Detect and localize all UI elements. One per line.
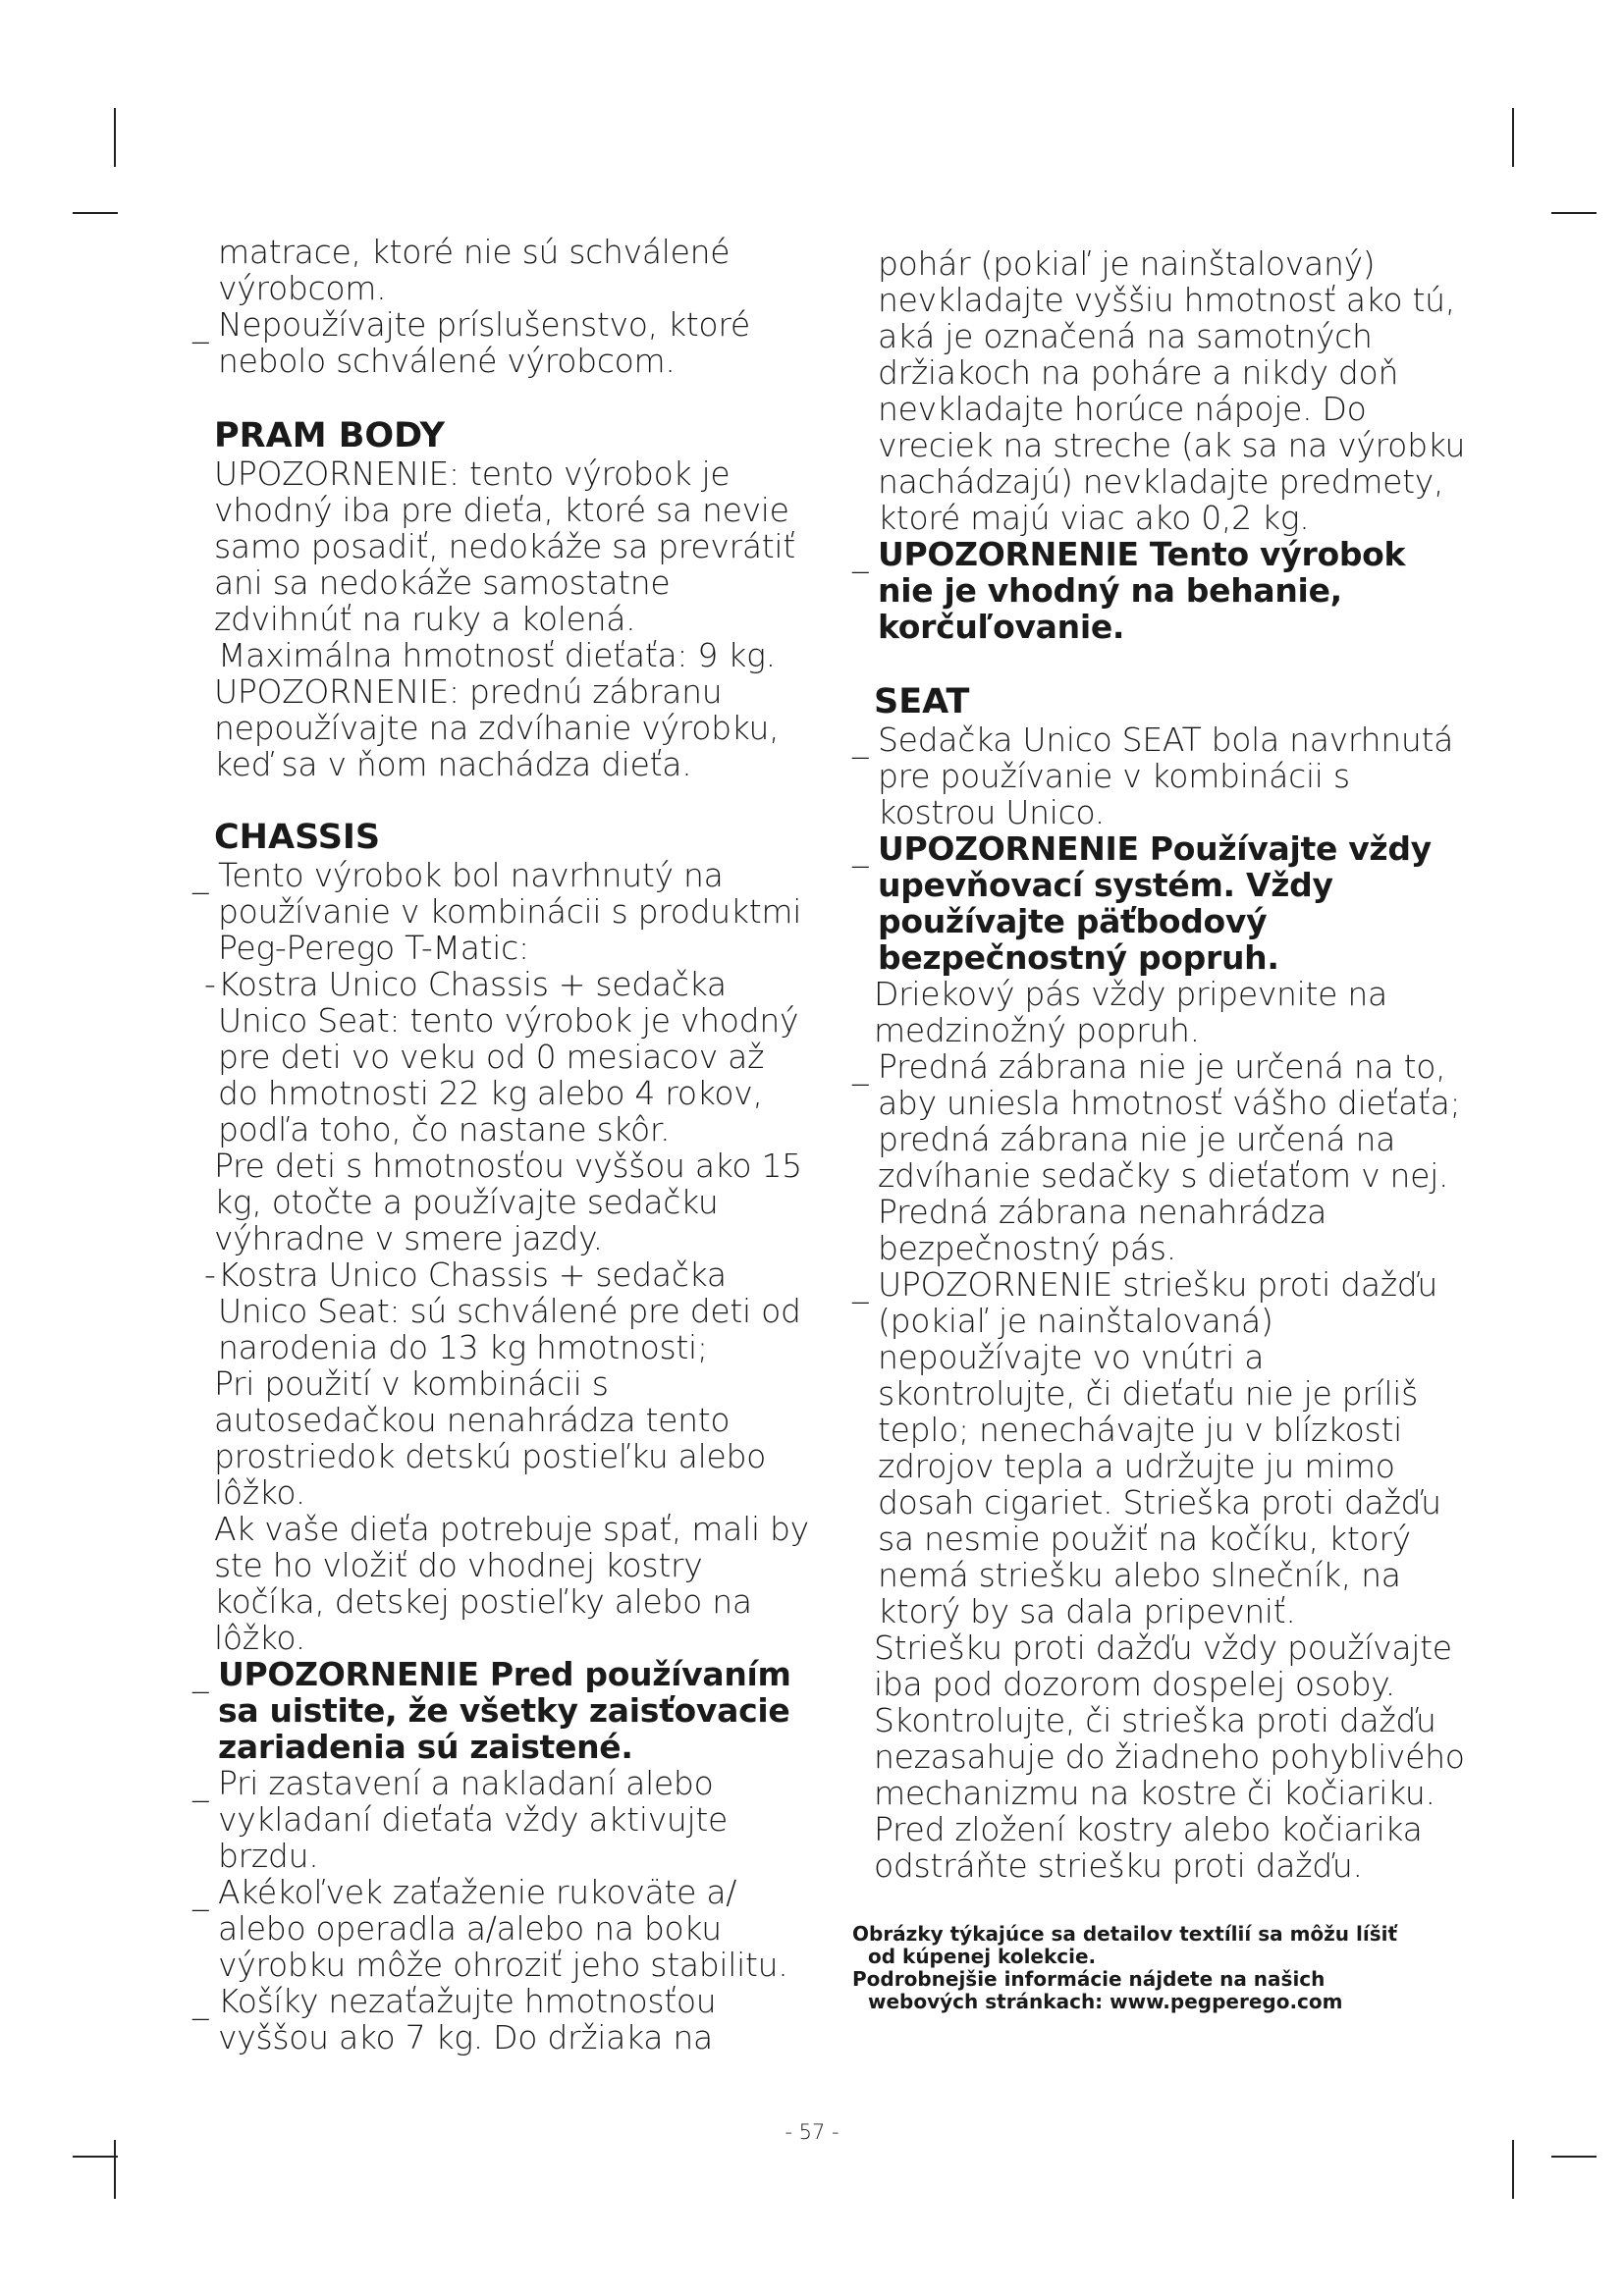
paragraph: Driekový pás vždy pripevnite na medzinožný popruh. [874,975,1387,1049]
paragraph: Striešku proti dažďu vždy používajte iba pod dozorom dospelej osoby. Skontrolujte, či strieška proti dažďu nezasahuje do žiadneho pohyblivého mechanizmu na kostre či kočiariku. Pred zložení kostry alebo kočiarika odstráňte striešku proti dažďu. [874,1629,1465,1885]
crop-mark-bottom-right-horizontal [1551,2156,1597,2158]
paragraph: UPOZORNENIE: tento výrobok je vhodný iba pre dieťa, ktoré sa nevie samo posadiť, nedokáže sa prevrátiť ani sa nedokáže samostatne zdvihnúť na ruky a kolená. [214,454,795,638]
section-heading-seat: SEAT [874,682,970,721]
footnote-line: Podrobnejšie informácie nájdete na našich [852,1967,1326,1991]
warning-paragraph: _ UPOZORNENIE Tento výrobok nie je vhodný na behanie, korčuľovanie. [852,536,1471,645]
footnote-line: Obrázky týkajúce sa detailov textílií sa môžu líšiť [852,1922,1398,1946]
page-number: - 57 - [785,2120,839,2144]
bullet-paragraph: _ UPOZORNENIE striešku proti dažďu (pokiaľ je nainštalovaná) nepoužívajte vo vnútri a skontrolujte, či dieťaťu nie je príliš teplo; nenechávajte ju v blízkosti zdrojov tepla a udržujte ju mimo dosah cigariet. Strieška proti dažďu sa nesmie použiť na kočíku, ktorý nemá striešku alebo slnečník, na ktorý by sa dala pripevniť. [852,1266,1471,1629]
crop-mark-top-right-vertical [1512,108,1514,167]
crop-mark-bottom-left-vertical [114,2140,116,2199]
paragraph: Maximálna hmotnosť dieťaťa: 9 kg. [218,636,776,674]
footnote-line: od kúpenej kolekcie. [868,1945,1097,1968]
warning-paragraph: _ UPOZORNENIE Pred používaním sa uistite, že všetky zaisťovacie zariadenia sú zaistené. [192,1656,811,1765]
footnote [852,1923,1471,2013]
section-heading-chassis: CHASSIS [214,818,381,857]
footnote-line: webových stránkach: www.pegperego.com [868,1990,1343,2013]
paragraph: Ak vaše dieťa potrebuje spať, mali by ste ho vložiť do vhodnej kostry kočíka, detskej postieľky alebo na lôžko. [214,1510,809,1657]
bullet-paragraph: _ Nepoužívajte príslušenstvo, ktoré nebolo schválené výrobcom. [192,306,811,379]
warning-paragraph: _ UPOZORNENIE Používajte vždy upevňovací systém. Vždy používajte päťbodový bezpečnostný popruh. [852,830,1471,976]
bullet-paragraph: _ Sedačka Unico SEAT bola navrhnutá pre používanie v kombinácii s kostrou Unico. [852,721,1471,830]
right-column [852,245,1471,2013]
hyphen-paragraph: - Kostra Unico Chassis + sedačka Unico Seat: tento výrobok je vhodný pre deti vo veku od 0 mesiacov až do hmotnosti 22 kg alebo 4 rokov, podľa toho, čo nastane skôr. [192,966,811,1148]
left-column [192,234,811,2056]
bullet-paragraph: _ Akékoľvek zaťaženie rukoväte a/ alebo operadla a/alebo na boku výrobku môže ohroziť jeho stabilitu. [192,1874,811,1983]
crop-mark-top-left-horizontal [73,212,118,214]
bullet-paragraph: _ Predná zábrana nie je určená na to, aby uniesla hmotnosť vášho dieťaťa; predná zábrana nie je určená na zdvíhanie sedačky s dieťaťom v nej. Predná zábrana nenahrádza bezpečnostný pás. [852,1048,1471,1266]
crop-mark-bottom-right-vertical [1512,2140,1514,2199]
bullet-paragraph: _ Pri zastavení a nakladaní alebo vykladaní dieťaťa vždy aktivujte brzdu. [192,1765,811,1874]
crop-mark-bottom-left-horizontal [73,2156,118,2158]
hyphen-paragraph: - Kostra Unico Chassis + sedačka Unico Seat: sú schválené pre deti od narodenia do 13 kg hmotnosti; [192,1256,811,1365]
section-heading-pram-body: PRAM BODY [214,416,445,455]
bullet-paragraph: _ Košíky nezaťažujte hmotnosťou vyššou ako 7 kg. Do držiaka na [192,1983,811,2056]
paragraph: Pri použití v kombinácii s autosedačkou nenahrádza tento prostriedok detskú postieľku alebo lôžko. [214,1364,767,1512]
paragraph: Pre deti s hmotnosťou vyššou ako 15 kg, otočte a používajte sedačku výhradne v smere jazdy. [214,1147,802,1257]
crop-mark-top-right-horizontal [1551,212,1597,214]
paragraph: matrace, ktoré nie sú schválené výrobcom. [218,233,731,307]
paragraph: UPOZORNENIE: prednú zábranu nepoužívajte na zdvíhanie výrobku, keď sa v ňom nachádza dieťa. [214,672,780,783]
paragraph: pohár (pokiaľ je nainštalovaný) nevkladajte vyššiu hmotnosť ako tú, aká je označená na samotných držiakoch na poháre a nikdy doň nevkladajte horúce nápoje. Do vreciek na streche (ak sa na výrobku nachádzajú) nevkladajte predmety, ktoré majú viac ako 0,2 kg. [878,244,1466,537]
crop-mark-top-left-vertical [114,108,116,167]
bullet-paragraph: _ Tento výrobok bol navrhnutý na používanie v kombinácii s produktmi Peg-Perego T-Matic: [192,857,811,966]
